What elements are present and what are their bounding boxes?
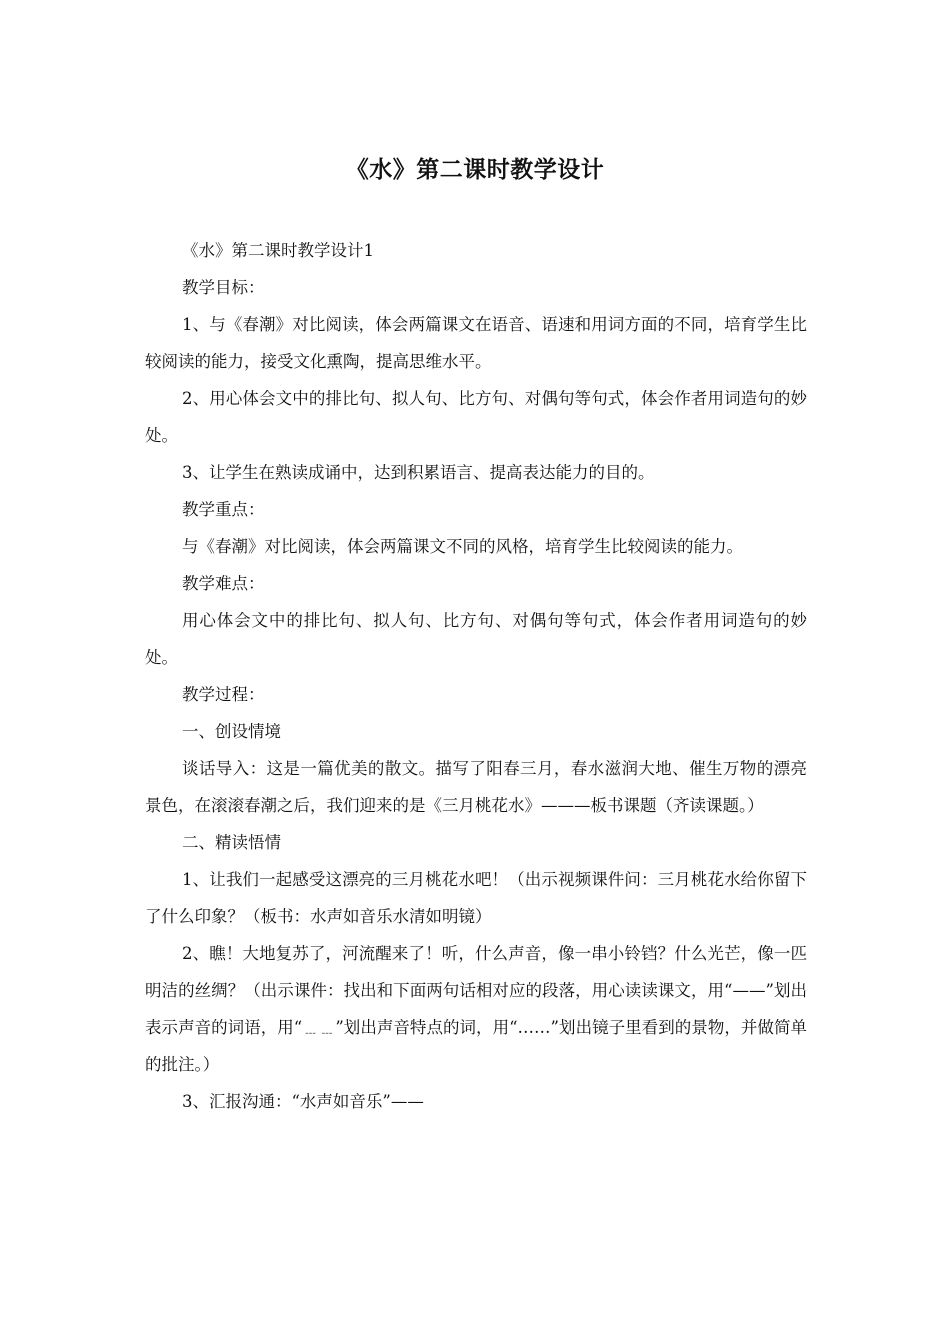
paragraph-key-points: 与《春潮》对比阅读，体会两篇课文不同的风格，培育学生比较阅读的能力。: [182, 537, 743, 556]
document-title: 《水》第二课时教学设计: [345, 157, 605, 183]
paragraph-heading-difficulties: 教学难点：: [182, 574, 265, 593]
paragraph-section-1: 一、创设情境: [182, 722, 281, 741]
paragraph-heading-key-points: 教学重点：: [182, 500, 265, 519]
paragraph-heading-objectives: 教学目标：: [182, 278, 265, 297]
paragraph-introduction: 谈话导入：这是一篇优美的散文。描写了阳春三月，春水滋润大地、催生万物的漂亮景色，在滚滚春潮之后，我们迎来的是《三月桃花水》———板书课题（齐读课题。）: [145, 759, 807, 815]
document-body: [145, 232, 807, 1120]
paragraph-step-2: 2、瞧！大地复苏了，河流醒来了！听，什么声音，像一串小铃铛？什么光芒，像一匹明洁的丝绸？（出示课件：找出和下面两句话相对应的段落，用心读读课文，用“——”划出表示声音的词语，用“﹍﹍”划出声音特点的词，用“……”划出镜子里看到的景物，并做简单的批注。）: [145, 944, 807, 1074]
paragraph-objective-1: 1、与《春潮》对比阅读，体会两篇课文在语音、语速和用词方面的不同，培育学生比较阅读的能力，接受文化熏陶，提高思维水平。: [145, 315, 807, 371]
paragraph-objective-2: 2、用心体会文中的排比句、拟人句、比方句、对偶句等句式，体会作者用词造句的妙处。: [145, 389, 807, 445]
paragraph-difficulties: 用心体会文中的排比句、拟人句、比方句、对偶句等句式，体会作者用词造句的妙处。: [145, 611, 807, 667]
paragraph-subtitle: 《水》第二课时教学设计1: [182, 241, 374, 260]
paragraph-heading-process: 教学过程：: [182, 685, 265, 704]
paragraph-step-3: 3、汇报沟通：“水声如音乐”——: [182, 1092, 424, 1111]
paragraph-step-1: 1、让我们一起感受这漂亮的三月桃花水吧！（出示视频课件问：三月桃花水给你留下了什么印象？（板书：水声如音乐水清如明镜）: [145, 870, 807, 926]
paragraph-objective-3: 3、让学生在熟读成诵中，达到积累语言、提高表达能力的目的。: [182, 463, 655, 482]
paragraph-section-2: 二、精读悟情: [182, 833, 281, 852]
